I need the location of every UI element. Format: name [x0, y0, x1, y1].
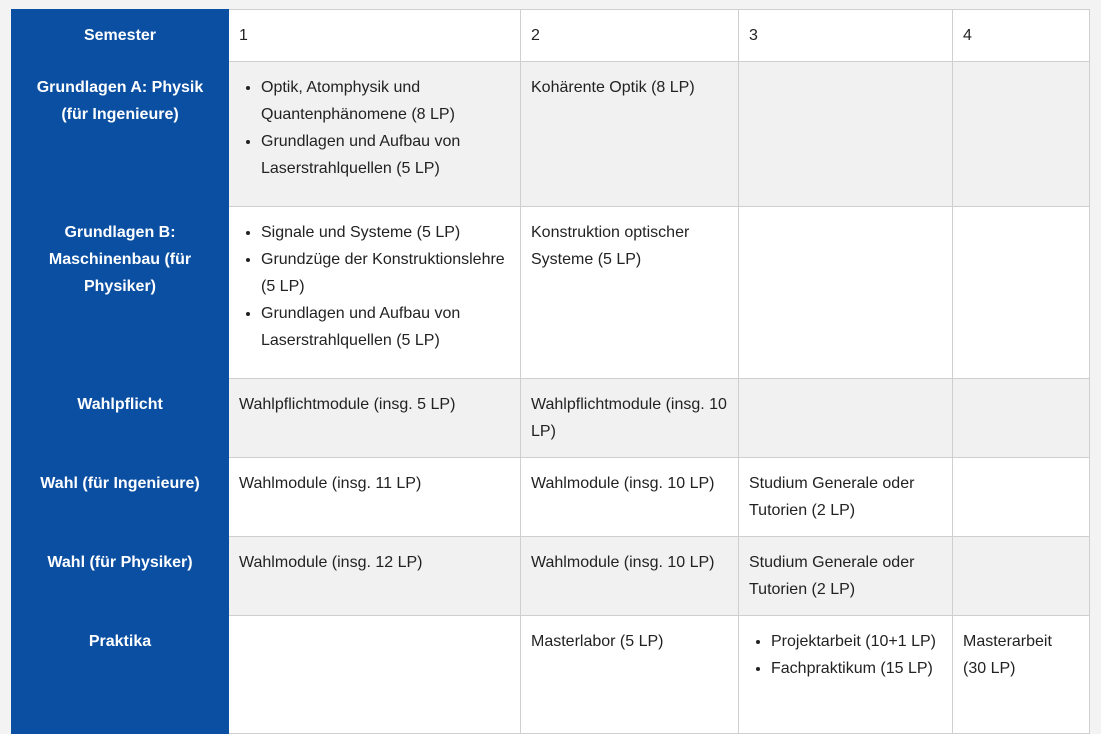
module-row — [12, 207, 1090, 379]
semester-cell — [953, 616, 1090, 734]
semester-cell — [229, 537, 521, 616]
semester-number: 1 — [229, 10, 521, 62]
module-text: Masterlabor (5 LP) — [531, 633, 664, 650]
semester-cell — [953, 537, 1090, 616]
module-text: Wahlmodule (insg. 11 LP) — [239, 475, 422, 492]
module-category-label: Wahl (für Ingenieure) — [12, 458, 229, 537]
semester-header-label: Semester — [12, 10, 229, 62]
study-plan-table — [11, 9, 1090, 734]
module-category-label: Wahl (für Physiker) — [12, 537, 229, 616]
semester-cell — [521, 458, 739, 537]
semester-cell — [739, 616, 953, 734]
semester-cell — [229, 207, 521, 379]
module-text: Studium Generale oder Tutorien (2 LP) — [749, 475, 915, 519]
semester-cell — [953, 458, 1090, 537]
module-item: • Signale und Systeme (5 LP) — [261, 219, 510, 246]
module-item: • Optik, Atomphysik und Quantenphänomene (8 LP) — [261, 74, 510, 128]
module-list — [749, 628, 942, 682]
module-row — [12, 537, 1090, 616]
semester-cell — [739, 537, 953, 616]
semester-cell — [229, 616, 521, 734]
semester-number: 3 — [739, 10, 953, 62]
module-item: • Grundlagen und Aufbau von Laserstrahlquellen (5 LP) — [261, 128, 510, 182]
semester-cell — [739, 379, 953, 458]
module-category-label: Wahlpflicht — [12, 379, 229, 458]
semester-cell — [739, 207, 953, 379]
semester-cell — [521, 616, 739, 734]
module-list — [239, 74, 510, 182]
semester-cell — [953, 62, 1090, 207]
module-category-label: Praktika — [12, 616, 229, 734]
module-text: Wahlpflichtmodule (insg. 10 LP) — [531, 396, 727, 440]
module-text: Kohärente Optik (8 LP) — [531, 79, 695, 96]
semester-cell — [739, 458, 953, 537]
semester-cell — [229, 379, 521, 458]
semester-cell — [521, 62, 739, 207]
semester-cell — [229, 62, 521, 207]
module-text: Konstruktion optischer Systeme (5 LP) — [531, 224, 690, 268]
module-item: • Grundlagen und Aufbau von Laserstrahlquellen (5 LP) — [261, 300, 510, 354]
module-text: Wahlmodule (insg. 10 LP) — [531, 554, 715, 571]
module-text: Wahlpflichtmodule (insg. 5 LP) — [239, 396, 456, 413]
semester-cell — [739, 62, 953, 207]
module-row — [12, 379, 1090, 458]
module-text: Wahlmodule (insg. 10 LP) — [531, 475, 715, 492]
module-item: • Fachpraktikum (15 LP) — [771, 655, 942, 682]
semester-number: 2 — [521, 10, 739, 62]
module-text: Wahlmodule (insg. 12 LP) — [239, 554, 423, 571]
semester-cell — [953, 207, 1090, 379]
semester-cell — [521, 379, 739, 458]
module-item: • Projektarbeit (10+1 LP) — [771, 628, 942, 655]
module-row — [12, 458, 1090, 537]
module-category-label: Grundlagen A: Physik (für Ingenieure) — [12, 62, 229, 207]
module-text: Masterarbeit (30 LP) — [963, 633, 1052, 677]
module-list — [239, 219, 510, 354]
module-item: • Grundzüge der Konstruktionslehre (5 LP) — [261, 246, 510, 300]
module-category-label: Grundlagen B: Maschinenbau (für Physiker) — [12, 207, 229, 379]
semester-cell — [229, 458, 521, 537]
module-row — [12, 616, 1090, 734]
module-row — [12, 62, 1090, 207]
semester-number: 4 — [953, 10, 1090, 62]
module-text: Studium Generale oder Tutorien (2 LP) — [749, 554, 915, 598]
semester-header-row — [12, 10, 1090, 62]
semester-cell — [521, 537, 739, 616]
semester-cell — [953, 379, 1090, 458]
plan-body — [12, 62, 1090, 734]
semester-cell — [521, 207, 739, 379]
